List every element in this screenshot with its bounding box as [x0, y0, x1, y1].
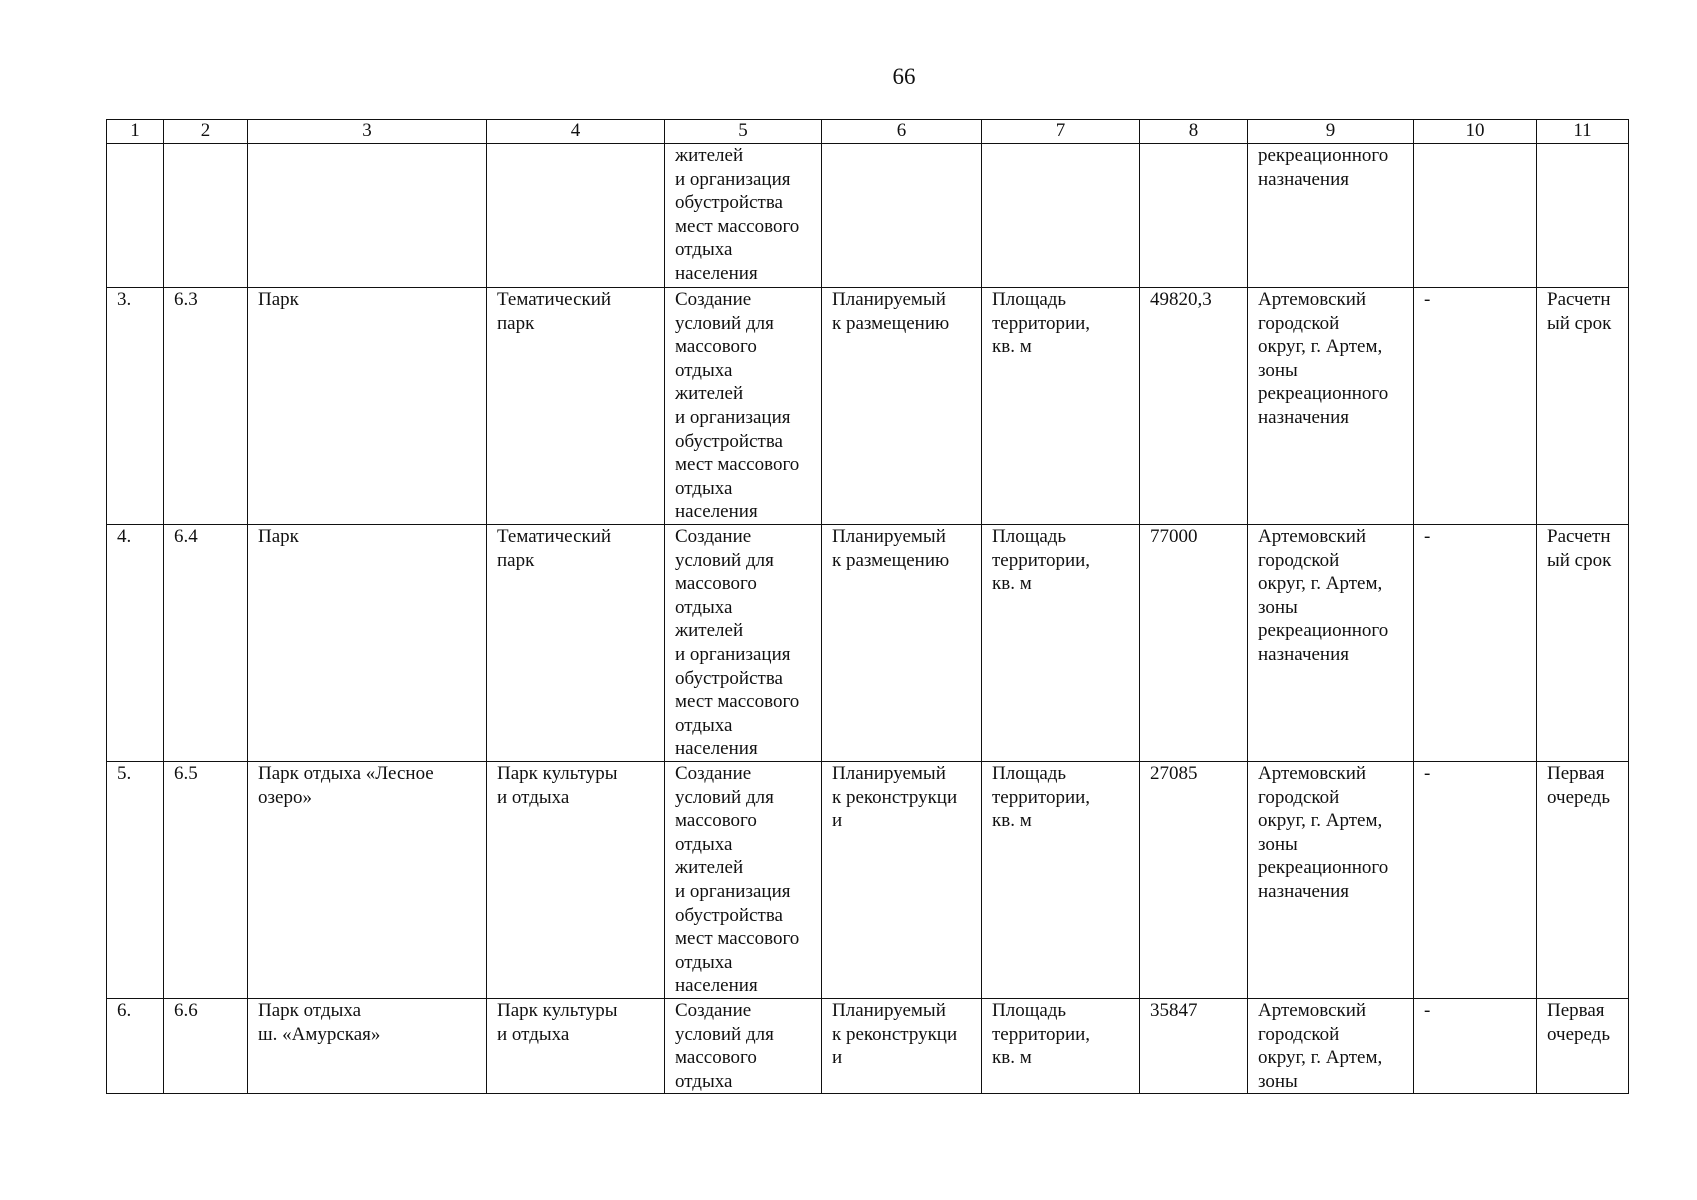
- value-cell: 35847: [1140, 999, 1248, 1094]
- term-cell: Расчетн ый срок: [1537, 525, 1629, 762]
- table-cell: [1537, 144, 1629, 288]
- row-number-cell: 4.: [107, 525, 164, 762]
- column-number: 1: [107, 120, 164, 144]
- location-cell: Артемовский городской округ, г. Артем, зоны: [1248, 999, 1414, 1094]
- row-number-cell: 3.: [107, 288, 164, 525]
- table-row: [107, 288, 1629, 525]
- object-code-cell: 6.5: [164, 762, 248, 999]
- row-number-cell: 5.: [107, 762, 164, 999]
- table-cell: [1140, 144, 1248, 288]
- column-number: 7: [982, 120, 1140, 144]
- object-code-cell: 6.6: [164, 999, 248, 1094]
- zone-cell: -: [1414, 999, 1537, 1094]
- object-name-cell: Парк: [248, 288, 487, 525]
- object-name-cell: Парк: [248, 525, 487, 762]
- location-cell: Артемовский городской округ, г. Артем, зоны рекреационного назначения: [1248, 525, 1414, 762]
- column-number: 5: [665, 120, 822, 144]
- column-number: 11: [1537, 120, 1629, 144]
- status-cell: Планируемый к размещению: [822, 288, 982, 525]
- term-cell: Расчетн ый срок: [1537, 288, 1629, 525]
- term-cell: Первая очередь: [1537, 999, 1629, 1094]
- object-type-cell: Парк культуры и отдыха: [487, 762, 665, 999]
- objects-table: [106, 119, 1629, 1094]
- table-cell: [1414, 144, 1537, 288]
- table-cell: [164, 144, 248, 288]
- location-cell: Артемовский городской округ, г. Артем, зоны рекреационного назначения: [1248, 762, 1414, 999]
- object-code-cell: 6.3: [164, 288, 248, 525]
- column-number: 6: [822, 120, 982, 144]
- table-cell: [822, 144, 982, 288]
- object-name-cell: Парк отдыха «Лесное озеро»: [248, 762, 487, 999]
- characteristic-cell: Площадь территории, кв. м: [982, 999, 1140, 1094]
- table-row: [107, 525, 1629, 762]
- table-cell: [487, 144, 665, 288]
- status-cell: Планируемый к реконструкци и: [822, 762, 982, 999]
- column-number: 2: [164, 120, 248, 144]
- value-cell: 27085: [1140, 762, 1248, 999]
- purpose-cell: Создание условий для массового отдыха жителей и организация обустройства мест массового отдыха населения: [665, 525, 822, 762]
- status-cell: Планируемый к размещению: [822, 525, 982, 762]
- characteristic-cell: Площадь территории, кв. м: [982, 288, 1140, 525]
- object-type-cell: Тематический парк: [487, 525, 665, 762]
- column-number: 8: [1140, 120, 1248, 144]
- zone-cell: -: [1414, 288, 1537, 525]
- object-type-cell: Тематический парк: [487, 288, 665, 525]
- column-number: 4: [487, 120, 665, 144]
- column-number-row: [107, 120, 1629, 144]
- purpose-cell: Создание условий для массового отдыха: [665, 999, 822, 1094]
- row-number-cell: 6.: [107, 999, 164, 1094]
- purpose-cell: Создание условий для массового отдыха жителей и организация обустройства мест массового отдыха населения: [665, 288, 822, 525]
- table-cell: [248, 144, 487, 288]
- table-row: [107, 762, 1629, 999]
- table-cell: [107, 144, 164, 288]
- zone-cell: -: [1414, 762, 1537, 999]
- location-cell: Артемовский городской округ, г. Артем, зоны рекреационного назначения: [1248, 288, 1414, 525]
- column-number: 9: [1248, 120, 1414, 144]
- location-cell: рекреационного назначения: [1248, 144, 1414, 288]
- status-cell: Планируемый к реконструкци и: [822, 999, 982, 1094]
- column-number: 3: [248, 120, 487, 144]
- term-cell: Первая очередь: [1537, 762, 1629, 999]
- continuation-row: [107, 144, 1629, 288]
- purpose-cell: жителей и организация обустройства мест массового отдыха населения: [665, 144, 822, 288]
- column-number: 10: [1414, 120, 1537, 144]
- page-number: 66: [892, 64, 916, 89]
- characteristic-cell: Площадь территории, кв. м: [982, 762, 1140, 999]
- table-row: [107, 999, 1629, 1094]
- characteristic-cell: Площадь территории, кв. м: [982, 525, 1140, 762]
- purpose-cell: Создание условий для массового отдыха жителей и организация обустройства мест массового отдыха населения: [665, 762, 822, 999]
- table-cell: [982, 144, 1140, 288]
- object-name-cell: Парк отдыха ш. «Амурская»: [248, 999, 487, 1094]
- value-cell: 49820,3: [1140, 288, 1248, 525]
- object-code-cell: 6.4: [164, 525, 248, 762]
- value-cell: 77000: [1140, 525, 1248, 762]
- zone-cell: -: [1414, 525, 1537, 762]
- object-type-cell: Парк культуры и отдыха: [487, 999, 665, 1094]
